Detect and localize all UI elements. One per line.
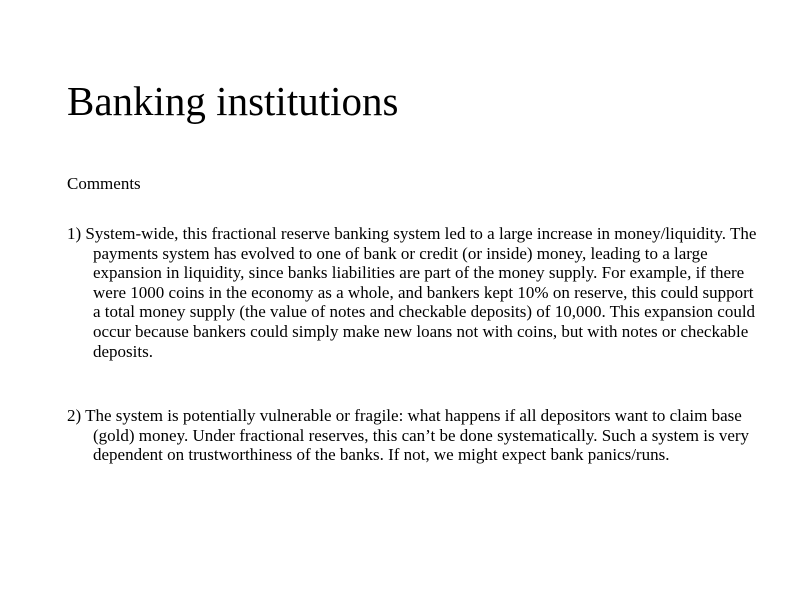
slide-title: Banking institutions: [67, 78, 399, 124]
paragraph-1: 1) System-wide, this fractional reserve banking system led to a large increase in money/liquidity. The payments system has evolved to one of bank or credit (or inside) money, leading to a large expansion in liquidity, since banks liabilities are part of the money supply. For example, if there were 1000 coins in the economy as a whole, and bankers kept 10% on reserve, this could support a total money supply (the value of notes and checkable deposits) of 10,000. This expansion could occur because bankers could simply make new loans not with coins, but with notes or checkable deposits.: [67, 224, 757, 361]
paragraph-2: 2) The system is potentially vulnerable or fragile: what happens if all depositors want to claim base (gold) money. Under fractional reserves, this can’t be done systematically. Such a system is very dependent on trustworthiness of the banks. If not, we might expect bank panics/runs.: [67, 406, 750, 465]
slide-subtitle: Comments: [67, 174, 141, 193]
